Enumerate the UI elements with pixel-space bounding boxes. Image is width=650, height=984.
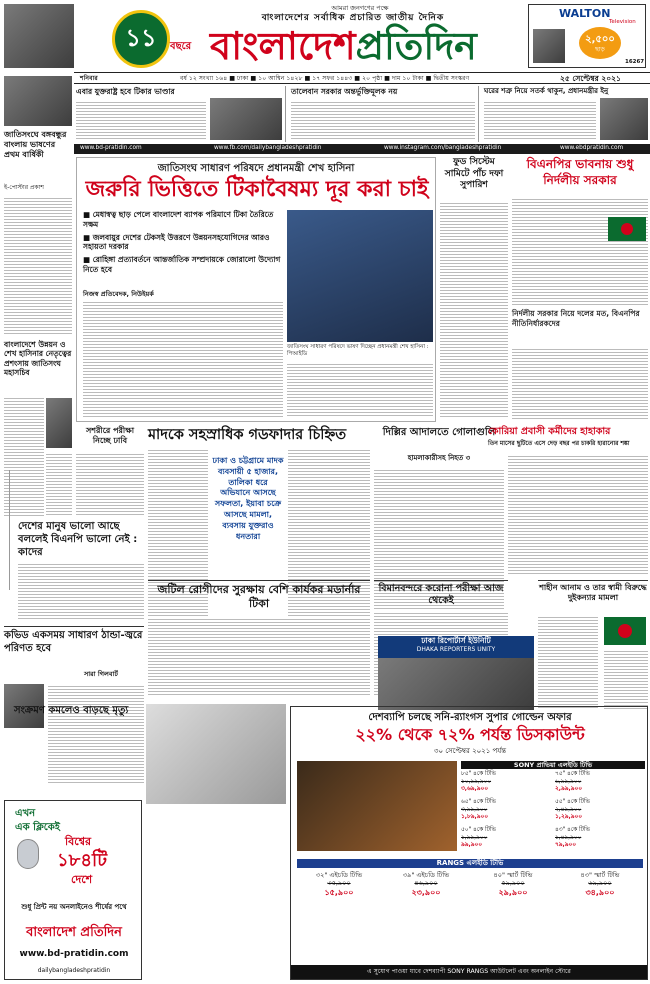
masthead-subtitle: বাংলাদেশের সর্বাধিক প্রচারিত জাতীয় দৈনিক: [261, 13, 445, 23]
lead-bullets: [83, 210, 283, 275]
masthead-portrait: [4, 4, 74, 68]
promo-mouse-icon: [17, 839, 39, 869]
bnp-title: বিএনপির ভাবনায় শুধু নির্দলীয় সরকার: [526, 157, 634, 187]
lead-bullet-2: ■ জলবায়ুর দেশের টেকসই উত্তরণে উন্নয়নসহযোগিদের আরও সহায়তা দরকার: [83, 232, 270, 252]
left-column-lower: [4, 520, 144, 790]
shahin-body: [538, 615, 598, 709]
dru-title: ঢাকা রিপোর্টার্স ইউনিটি: [421, 636, 491, 645]
lead-story[interactable]: [76, 157, 436, 422]
rangs-price-4-old: ৬৯,৯০০: [588, 879, 612, 888]
delhi-sub: হামলাকারীসহ নিহত ৩: [407, 454, 471, 462]
top-strip-title-3: ঘরের শত্রু নিয়ে সতর্ক থাকুন, প্রধানমন্ত্রীর ইনু: [484, 87, 609, 95]
anniversary-number: ১১: [125, 24, 157, 52]
bnp-flag: [608, 217, 646, 241]
drug-pullquote: ঢাকা ও চট্টগ্রামে মাদক ব্যবসায়ী ৫ হাজার, তালিকা ধরে অভিযানে আসছে সফলতা, ইয়াবা চক্রে আসছে মামলা, ব্যবসায় যুক্তরাও ধনতারা: [212, 456, 284, 541]
sony-price-5-size: ৫০" ৪কে টিভি: [461, 827, 496, 833]
rangs-price-2: [384, 871, 468, 898]
airport-title: বিমানবন্দরে করোনা পরীক্ষা আজ থেকেই: [378, 583, 504, 607]
sony-price-3-size: ৬৫" ৪কে টিভি: [461, 799, 496, 805]
sony-price-3: [461, 799, 551, 822]
rangs-price-4: [558, 871, 642, 898]
sony-price-1: [461, 771, 551, 794]
bnp-body-b: [512, 347, 648, 419]
walton-offer-word: ছাড়: [595, 46, 605, 53]
left-story1-sub: ই-পোস্টার প্রকাশ: [4, 184, 44, 191]
rangs-price-2-new: ২৩,৯০০: [411, 887, 441, 897]
left-story2-body-b: [46, 452, 72, 516]
left-story2-photo: [46, 398, 72, 448]
rangs-price-1-size: ৩২" এইচডি টিভি: [315, 871, 363, 879]
rangs-price-1-new: ১৫,৯০০: [324, 887, 354, 897]
rangs-price-4-new: ৩৪,৯০০: [585, 887, 615, 897]
newspaper-stack-image: [146, 704, 286, 804]
top-strip: [74, 86, 650, 142]
shahin-title: শাহীন আনাম ও তার স্বামী বিরুদ্ধে দুইকন্যার মামলা: [539, 583, 647, 603]
top-strip-photo-3: [600, 98, 648, 140]
rangs-price-3-new: ২৯,৯০০: [498, 887, 528, 897]
left-story2-title: বাংলাদেশে উন্নয়ন ও শেখ হাসিনার নেতৃত্বের প্রশংসায় জাতিসংঘ মহাসচিব: [4, 340, 72, 378]
dru-banner: [378, 636, 534, 658]
sony-price-3-new: ১,৮৯,৯০০: [461, 814, 488, 821]
masthead-nameplate: [210, 22, 510, 70]
korea-story[interactable]: [488, 426, 648, 576]
promo-line3: বিশ্বের: [65, 835, 92, 848]
sony-price-2-old: ৬,৯৯,৯০০: [555, 778, 582, 785]
nameplate-part2: প্রতিদিন: [355, 24, 477, 68]
walton-phone: 16267: [625, 59, 645, 65]
top-strip-item-3[interactable]: [482, 86, 650, 142]
web-link-site[interactable]: www.bd-pratidin.com: [80, 145, 142, 151]
top-strip-text-2: [291, 100, 475, 140]
promo-tagline: শুধু প্রিন্ট নয় অনলাইনেও শীর্ষের পথে: [21, 903, 127, 911]
dateline-bar: [74, 72, 650, 84]
bnp-photo-caption: নির্দলীয় সরকার নিয়ে দলের মত, বিএনপির নীতিনির্ধারকদের: [512, 309, 640, 328]
food-summit-body: [440, 201, 508, 419]
anniversary-word: বছরে: [170, 41, 192, 52]
web-link-instagram[interactable]: www.instagram.com/bangladeshpratidin: [384, 145, 502, 151]
rangs-price-3-size: ৪০" স্মার্ট টিভি: [493, 871, 533, 879]
sony-rangs-ad[interactable]: [290, 706, 648, 980]
lead-bullet-1-text: মেধাস্বত্ব ছাড় পেলে বাংলাদেশ ব্যাপক পরিমাণে টিকা তৈরিতে সক্ষম: [83, 210, 274, 229]
dateline-day: শনিবার: [80, 75, 98, 82]
lead-bullet-3-text: রোহিঙ্গা প্রত্যাবর্তনে আন্তর্জাতিক সম্প্রদায়কে জোরালো উদ্যোগ নিতে হবে: [83, 255, 281, 274]
left-story4-body: [48, 684, 144, 784]
walton-brand: WALTON: [559, 7, 611, 20]
sony-price-1-new: ৩,৬৯,৯০০: [461, 786, 489, 793]
lead-bullet-1: ■ মেধাস্বত্ব ছাড় পেলে বাংলাদেশ ব্যাপক পরিমাণে টিকা তৈরিতে সক্ষম: [83, 210, 274, 229]
top-strip-item-2[interactable]: [289, 86, 479, 142]
left-story2-body: [4, 396, 44, 516]
bnp-body: [512, 197, 648, 307]
left-story1-photo: [4, 76, 72, 126]
sony-price-2: [555, 771, 645, 794]
rangs-price-3: [471, 871, 555, 898]
exam-story[interactable]: [76, 426, 144, 518]
rangs-price-2-size: ৩৯" এইচডি টিভি: [402, 871, 450, 879]
masthead-tagline: আমরা জনগণের পক্ষে: [331, 4, 389, 12]
lead-headline: জরুরি ভিত্তিতে টিকাবৈষম্য দূর করা চাই: [85, 177, 429, 202]
infection-title: সংক্রমণ কমলেও বাড়ছে মৃত্যু: [14, 705, 129, 716]
sony-until: ৩০ সেপ্টেম্বর ২০২১ পর্যন্ত: [433, 747, 507, 755]
sony-price-6-old: ১,৪৯,৯০০: [555, 834, 582, 841]
complex-story[interactable]: [148, 580, 370, 698]
infection-title-wrap: [14, 704, 142, 717]
korea-sub: তিন মাসের ছুটিতে এসে দেড় বছর পর চাকরি হারানোর শঙ্কা: [488, 440, 630, 447]
left-story4-title: কভিড একসময় সাধারণ ঠান্ডা-জ্বরে পরিণত হবে: [4, 626, 144, 655]
dru-en: DHAKA REPORTERS UNITY: [416, 645, 496, 653]
sony-price-5-old: ১,৯৯,৯০০: [461, 834, 488, 841]
promo-url[interactable]: www.bd-pratidin.com: [19, 949, 129, 959]
shahin-body-b: [604, 649, 648, 709]
sony-price-5: [461, 827, 551, 850]
top-strip-photo-1: [210, 98, 282, 140]
walton-offer-num: ২,৫০০: [585, 34, 615, 45]
side-date-tab: [0, 470, 10, 590]
lead-photo-caption: জাতিসংঘ সাধারণ পরিষদে ভাষণ দিচ্ছেন প্রধানমন্ত্রী শেখ হাসিনা : পিআইডি: [287, 344, 429, 358]
left-story1-title: জাতিসংঘে বঙ্গবন্ধুর বাংলায় ভাষণের প্রথম বার্ষিকী: [4, 130, 67, 159]
complex-body: [148, 617, 370, 697]
walton-ad[interactable]: [528, 4, 646, 68]
online-promo-ad[interactable]: [4, 800, 142, 980]
exam-body: [76, 452, 144, 516]
sony-price-4-old: ২,৪৯,৯০০: [555, 806, 582, 813]
left-story1-body: [4, 196, 72, 336]
shahin-story[interactable]: [538, 580, 648, 710]
rangs-price-2-old: ৪৬,৯০০: [414, 879, 438, 888]
web-link-epaper[interactable]: www.ebdpratidin.com: [560, 145, 624, 151]
dru-photo-block[interactable]: [378, 636, 534, 710]
bnp-flag-disc: [621, 223, 633, 235]
masthead: [0, 0, 650, 72]
rangs-label: RANGS এলইডি টিভি: [297, 859, 643, 868]
food-summit-story[interactable]: [440, 157, 508, 422]
sony-price-3-old: ৩,৯৯,৯০০: [461, 806, 488, 813]
promo-fb[interactable]: dailybangladeshpratidin: [37, 967, 111, 974]
complex-title: জটিল রোগীদের সুরক্ষায় বেশি কার্যকর মডার্নার টিকা: [157, 583, 361, 611]
sony-headline: দেশব্যাপি চলছে সনি-র‍্যাংগস সুপার গোল্ডেন অফার: [368, 712, 572, 723]
lead-body-b: [287, 362, 433, 418]
sony-price-6: [555, 827, 645, 850]
web-link-facebook[interactable]: www.fb.com/dailybangladeshpratidin: [214, 145, 322, 151]
drug-title: মাদকে সহস্রাধিক গডফাদার চিহ্নিত: [148, 427, 347, 443]
sony-price-2-size: ৭৫" ৪কে টিভি: [555, 771, 590, 777]
top-strip-item-1[interactable]: [74, 86, 286, 142]
sony-price-6-new: ৭৯,৯০০: [555, 842, 577, 849]
sony-price-4: [555, 799, 645, 822]
top-strip-text-3: [484, 100, 596, 140]
walton-sub: Television: [609, 19, 636, 25]
sony-price-1-old: ১০,৯৯,৯০০: [461, 778, 492, 785]
web-links-bar: [74, 144, 650, 154]
sony-price-5-new: ৯৯,৯০০: [461, 842, 483, 849]
sony-price-6-size: ৪৩" ৪কে টিভি: [555, 827, 590, 833]
walton-tv-image: [533, 29, 565, 63]
walton-offer-badge: [579, 27, 621, 59]
shahin-flag: [604, 617, 646, 645]
promo-count: ১৮৪টি: [57, 850, 107, 871]
sony-price-4-size: ৫৫" ৪কে টিভি: [555, 799, 590, 805]
top-strip-title-1: এবার যুক্তরাষ্ট্র হবে টিকার ভাণ্ডার: [76, 87, 175, 96]
rangs-price-1-old: ৩৫,৯০০: [327, 879, 351, 888]
food-summit-title: ফুড সিস্টেম সামিটে পাঁচ দফা সুপারিশ: [444, 157, 504, 191]
rangs-price-4-size: ৪৩" স্মার্ট টিভি: [580, 871, 620, 879]
promo-line1: এখন: [15, 808, 36, 819]
sony-price-1-size: ৮৫" ৪কে টিভি: [461, 771, 496, 777]
sony-price-grid: [461, 771, 645, 855]
rangs-price-grid: [297, 871, 643, 961]
top-strip-title-2: তালেবান সরকার অন্তর্ভুক্তিমূলক নয়: [291, 87, 398, 96]
promo-line4: দেশে: [71, 873, 93, 886]
delhi-title: দিল্লির আদালতে গোলাগুলি: [382, 427, 496, 438]
lead-bullet-3: ■ রোহিঙ্গা প্রত্যাবর্তনে আন্তর্জাতিক সম্প্রদায়কে জোরালো উদ্যোগ নিতে হবে: [83, 255, 281, 274]
bnp-story[interactable]: [512, 157, 648, 422]
rangs-price-1: [297, 871, 381, 898]
lead-kicker: জাতিসংঘ সাধারণ পরিষদে প্রধানমন্ত্রী শেখ হাসিনা: [157, 163, 355, 174]
anniversary-logo: [112, 10, 170, 68]
left-story3-body: [18, 562, 144, 620]
rangs-price-3-old: ৫৯,৯০০: [501, 879, 525, 888]
nameplate-part1: বাংলাদেশ: [210, 24, 356, 68]
promo-line2: এক ক্লিকেই: [15, 822, 60, 833]
lead-body: [83, 300, 283, 418]
lead-byline: নিজস্ব প্রতিবেদক, নিউইয়র্ক: [83, 290, 154, 298]
lead-photo: [287, 210, 433, 342]
dateline-issue: বর্ষ ১২ সংখ্যা ১৬৪ ■ ঢাকা ■ ১০ আশ্বিন ১৪২৮ ■ ১৭ সফর ১৪৪৩ ■ ২০ পৃষ্ঠা ■ দাম ১০ টাকা ■ দ্বিতীয় সংস্করণ: [180, 75, 470, 82]
top-strip-text-1: [76, 100, 206, 140]
sony-label: SONY প্রাভিয়া এলইডি টিভি: [461, 761, 645, 769]
dru-photo: [378, 658, 534, 710]
shahin-flag-disc: [618, 624, 632, 638]
left-story4-sub: সারা গিলবার্ট: [84, 670, 118, 678]
sony-price-4-new: ১,২৯,৯০০: [555, 814, 582, 821]
korea-title: কোরিয়া প্রবাসী কর্মীদের হাহাকার: [488, 426, 611, 437]
sony-rangs-footer: এ সুযোগ পাওয়া যাবে দেশব্যাপী SONY RANGS আউটলেট এবং অনলাইন স্টোরে: [291, 965, 647, 979]
left-story3-title: দেশের মানুষ ভালো আছে বললেই বিএনপি ভালো নেই : কাদের: [18, 521, 138, 558]
dateline-date: ২৫ সেপ্টেম্বর ২০২১: [560, 74, 621, 83]
exam-title: সশরীরে পরীক্ষা নিচ্ছে ঢাবি: [85, 426, 135, 445]
sony-price-2-new: ২,৯৯,৯০০: [555, 786, 582, 793]
promo-brand: বাংলাদেশ প্রতিদিন: [26, 925, 122, 940]
sony-discount: ২২% থেকে ৭২% পর্যন্ত ডিসকাউন্ট: [355, 725, 585, 744]
sony-tv-image: [297, 761, 457, 851]
korea-body: [508, 454, 648, 574]
lead-bullet-2-text: জলবায়ুর দেশের টেকসই উত্তরণে উন্নয়নসহযোগিদের আরও সহায়তা দরকার: [83, 232, 270, 252]
